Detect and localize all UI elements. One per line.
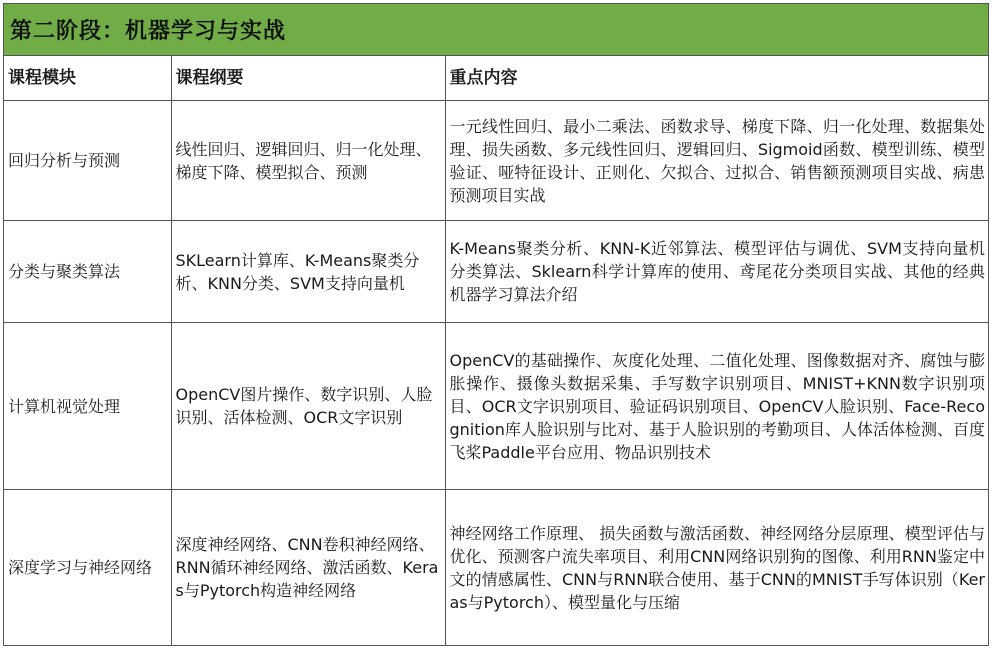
key-content-cell: K-Means聚类分析、KNN-K近邻算法、模型评估与调优、SVM支持向量机分类算法、Sklearn科学计算库的使用、鸢尾花分类项目实战、其他的经典机器学习算法介绍 (445, 221, 988, 323)
course-table (4, 56, 988, 645)
table-row (4, 323, 988, 490)
header-outline: 课程纲要 (171, 56, 445, 101)
module-cell: 计算机视觉处理 (4, 323, 171, 490)
header-key-content: 重点内容 (445, 56, 988, 101)
table-row (4, 221, 988, 323)
outline-cell: SKLearn计算库、K-Means聚类分析、KNN分类、SVM支持向量机 (171, 221, 445, 323)
header-row (4, 56, 988, 101)
table-title-bar (4, 4, 988, 56)
table-title: 第二阶段：机器学习与实战 (10, 19, 287, 44)
key-content-cell: OpenCV的基础操作、灰度化处理、二值化处理、图像数据对齐、腐蚀与膨胀操作、摄像头数据采集、手写数字识别项目、MNIST+KNN数字识别项目、OCR文字识别项目、验证码识别项目、OpenCV人脸识别、Face-Recognition库人脸识别与比对、基于人脸识别的考勤项目、人体活体检测、百度飞桨Paddle平台应用、物品识别技术 (445, 323, 988, 490)
table-row (4, 101, 988, 221)
module-cell: 分类与聚类算法 (4, 221, 171, 323)
key-content-cell: 神经网络工作原理、 损失函数与激活函数、神经网络分层原理、模型评估与优化、预测客户流失率项目、利用CNN网络识别狗的图像、利用RNN鉴定中文的情感属性、CNN与RNN联合使用、基于CNN的MNIST手写体识别（Keras与Pytorch）、模型量化与压缩 (445, 490, 988, 646)
module-cell: 深度学习与神经网络 (4, 490, 171, 646)
outline-cell: 深度神经网络、CNN卷积神经网络、RNN循环神经网络、激活函数、Keras与Pytorch构造神经网络 (171, 490, 445, 646)
header-module: 课程模块 (4, 56, 171, 101)
key-content-cell: 一元线性回归、最小二乘法、函数求导、梯度下降、归一化处理、数据集处理、损失函数、多元线性回归、逻辑回归、Sigmoid函数、模型训练、模型验证、哑特征设计、正则化、欠拟合、过拟合、销售额预测项目实战、病患预测项目实战 (445, 101, 988, 221)
module-cell: 回归分析与预测 (4, 101, 171, 221)
course-table-sheet (3, 3, 989, 646)
table-row (4, 490, 988, 646)
outline-cell: OpenCV图片操作、数字识别、人脸识别、活体检测、OCR文字识别 (171, 323, 445, 490)
outline-cell: 线性回归、逻辑回归、归一化处理、梯度下降、模型拟合、预测 (171, 101, 445, 221)
